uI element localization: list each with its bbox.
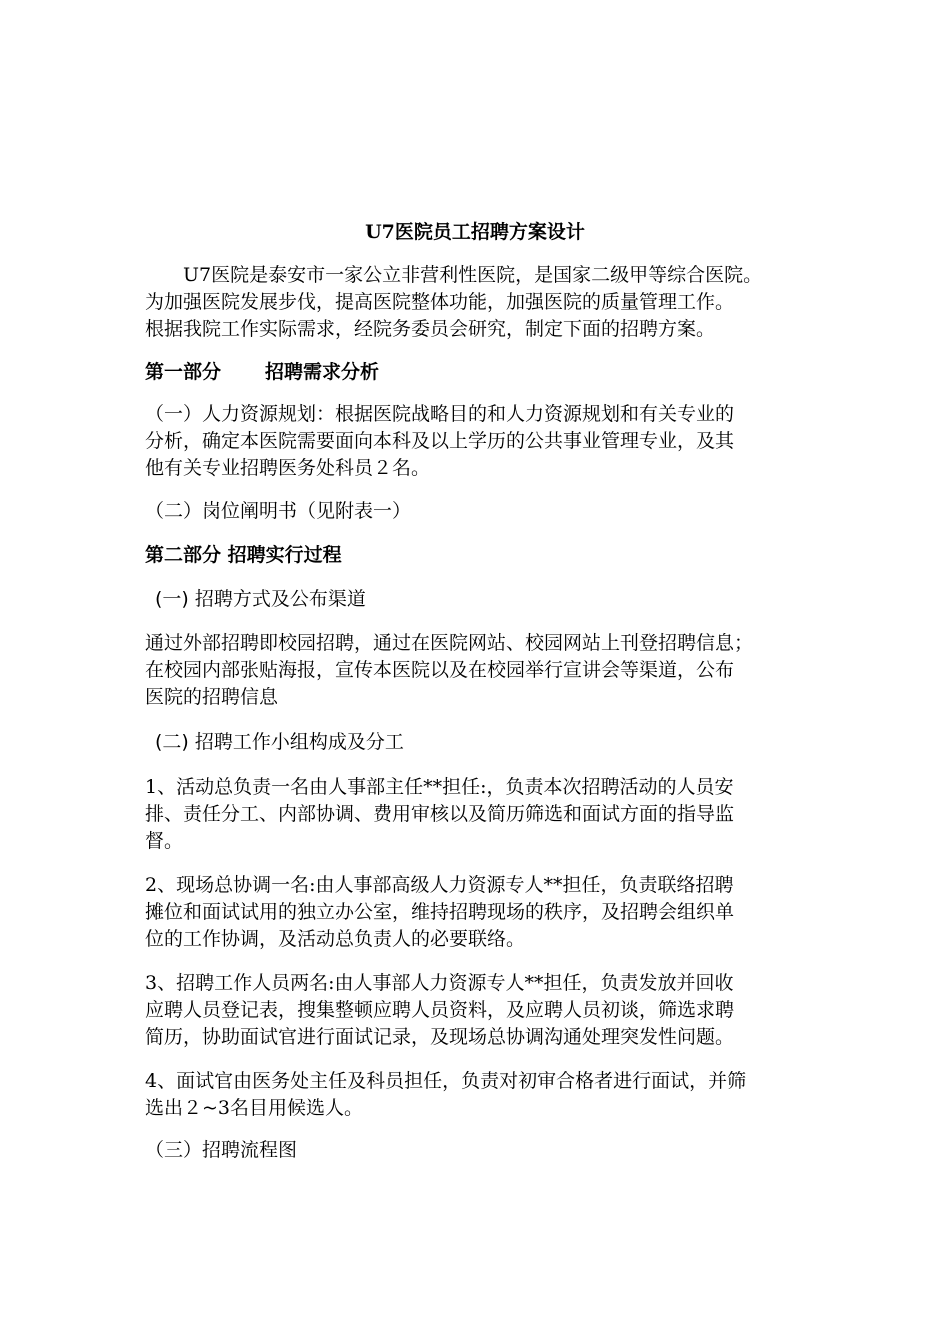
part2-sub1-number: (一) [155,588,189,610]
duty-line: 摊位和面试试用的独立办公室，维持招聘现场的秩序，及招聘会组织单 [145,901,735,923]
duty-2 [145,872,810,953]
duty-line: 4、面试官由医务处主任及科员担任，负责对初审合格者进行面试，并筛 [145,1070,747,1092]
duty-4 [145,1068,810,1122]
duty-line: 排、责任分工、内部协调、费用审核以及简历筛选和面试方面的指导监 [145,803,735,825]
body-line: 在校园内部张贴海报，宣传本医院以及在校园举行宣讲会等渠道，公布 [145,659,735,681]
duty-line: 2、现场总协调一名:由人事部高级人力资源专人**担任，负责联络招聘 [145,874,734,896]
part1-heading-text: 招聘需求分析 [265,361,380,383]
duty-line: 位的工作协调，及活动总负责人的必要联络。 [145,928,526,950]
part2-sub2-heading [145,729,810,756]
duty-line: 督。 [145,830,184,852]
part2-heading: 第二部分 招聘实行过程 [145,544,342,566]
part1-item1-line: （一）人力资源规划：根据医院战略目的和人力资源规划和有关专业的 [145,403,735,425]
part1-item2: （二）岗位阐明书（见附表一） [145,500,412,522]
duty-line: 3、招聘工作人员两名:由人事部人力资源专人**担任，负责发放并回收 [145,972,734,994]
part2-sub2-text: 招聘工作小组构成及分工 [194,731,404,753]
part2-sub1-heading [145,586,810,613]
part2-sub2-number: (二) [155,731,189,753]
part1-item1-line: 分析，确定本医院需要面向本科及以上学历的公共事业管理专业，及其 [145,430,735,452]
part2-sub1-text: 招聘方式及公布渠道 [194,588,366,610]
duty-line: 应聘人员登记表，搜集整顿应聘人员资料，及应聘人员初谈，筛选求聘 [145,999,735,1021]
document-title: U7医院员工招聘方案设计 [365,221,585,243]
part1-heading [145,359,810,386]
part2-sub1-body [145,630,810,711]
intro-line: U7医院是泰安市一家公立非营利性医院，是国家二级甲等综合医院。 [183,264,763,286]
body-line: 通过外部招聘即校园招聘，通过在医院网站、校园网站上刊登招聘信息； [145,632,754,654]
intro-paragraph [145,262,810,343]
duty-line: 选出２~3名目用候选人。 [145,1097,364,1119]
part1-heading-number: 第一部分 [145,361,222,383]
part1-item1 [145,401,810,482]
duty-line: 简历，协助面试官进行面试记录，及现场总协调沟通处理突发性问题。 [145,1026,735,1048]
part2-sub3-heading: （三）招聘流程图 [145,1139,298,1161]
intro-line: 为加强医院发展步伐，提高医院整体功能，加强医院的质量管理工作。 [145,291,735,313]
part1-item1-line: 他有关专业招聘医务处科员２名。 [145,457,431,479]
duty-line: 1、活动总负责一名由人事部主任**担任:，负责本次招聘活动的人员安 [145,776,734,798]
intro-line: 根据我院工作实际需求，经院务委员会研究，制定下面的招聘方案。 [145,318,716,340]
duty-1 [145,774,810,855]
body-line: 医院的招聘信息 [145,686,279,708]
duty-3 [145,970,810,1051]
